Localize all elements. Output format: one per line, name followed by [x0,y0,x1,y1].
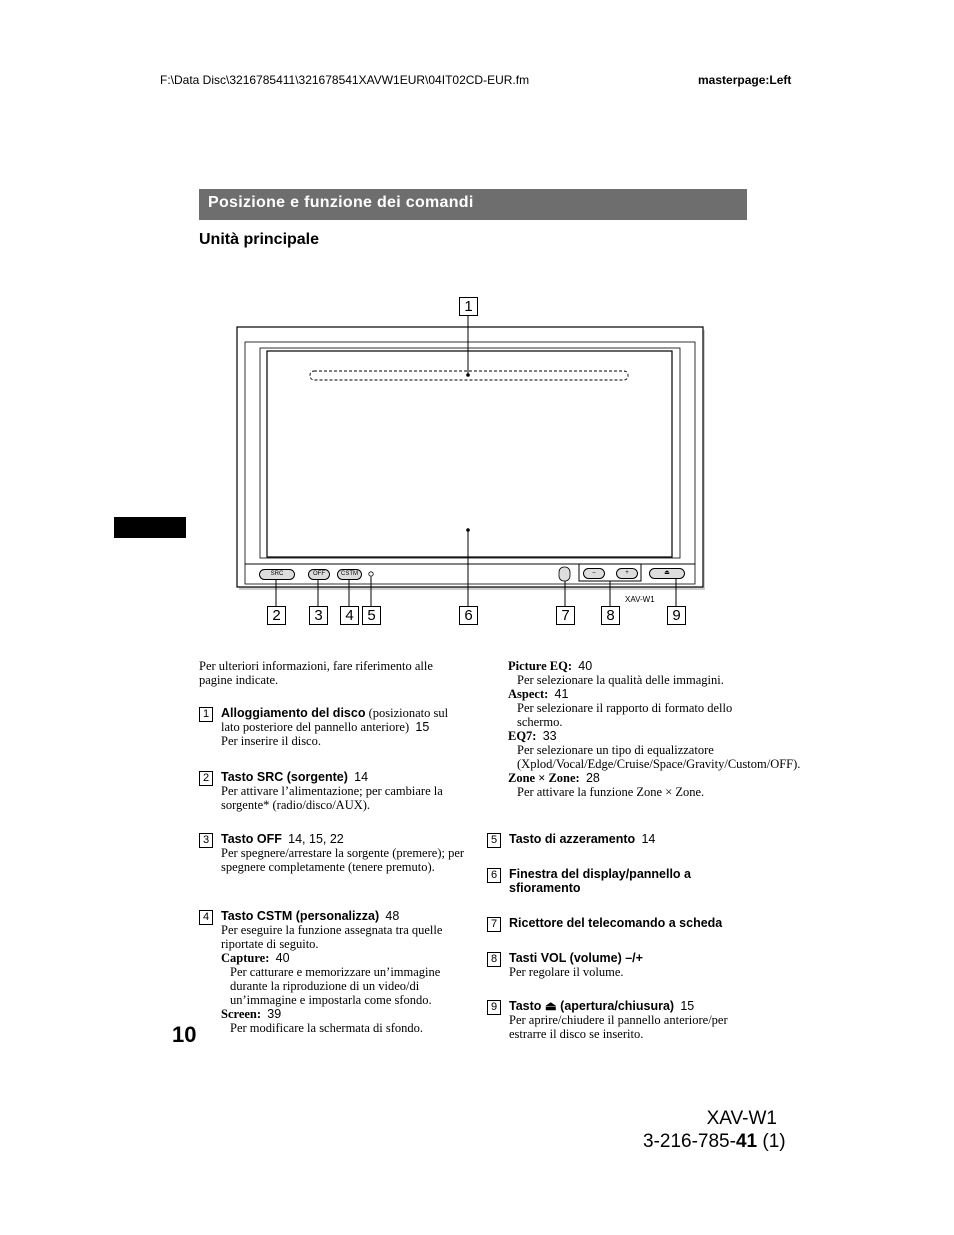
callout-1: 1 [459,297,478,316]
item-number: 2 [199,771,213,786]
item-number: 5 [487,833,501,848]
eject-button[interactable]: ⏏ [649,568,685,579]
subitem-label: Zone × Zone: [508,771,580,785]
subitem-desc: Per selezionare la qualità delle immagini. [517,673,724,687]
item-desc: Per aprire/chiudere il pannello anteriore/per estrarre il disco se inserito. [509,1013,728,1041]
subitem-label: Screen: [221,1007,262,1021]
item-desc: Per eseguire la funzione assegnata tra quelle riportate di seguito. [221,923,443,951]
off-button[interactable]: OFF [308,569,330,580]
diagram-model-label: XAV-W1 [625,595,655,604]
item-desc: Per spegnere/arrestare la sorgente (premere); per spegnere completamente (tenere premuto). [221,846,465,874]
item-number: 3 [199,833,213,848]
subitem-label: Aspect: [508,687,549,701]
subtitle: Unità principale [199,231,320,248]
file-path: F:\Data Disc\3216785411\321678541XAVW1EUR\04IT02CD-EUR.fm [160,73,530,87]
callout-6: 6 [459,606,478,625]
item-4-continued [508,659,801,799]
callout-7: 7 [556,606,575,625]
item-6 [487,867,752,895]
item-number: 6 [487,868,501,883]
item-title: Tasto SRC (sorgente) [221,770,348,784]
src-button[interactable]: SRC [259,569,295,580]
subitem-desc: Per modificare la schermata di sfondo. [230,1021,423,1035]
item-number: 7 [487,917,501,932]
item-1 [199,706,469,748]
callout-5: 5 [362,606,381,625]
item-number: 8 [487,952,501,967]
subitem-capture [221,951,469,1007]
remote-sensor [559,567,570,581]
cstm-button[interactable]: CSTM [337,569,362,580]
subitem-pages: 28 [585,771,600,785]
item-desc: Per attivare l’alimentazione; per cambiare la sorgente* (radio/disco/AUX). [221,784,443,812]
subitem-label: Picture EQ: [508,659,572,673]
subitem-screen [221,1007,469,1035]
subitem-desc: Per selezionare un tipo di equalizzatore (Xplod/Vocal/Edge/Cruise/Space/Gravity/Custom/OFF). [517,743,801,771]
item-desc: Per regolare il volume. [509,965,624,979]
subitem-picture-eq [508,659,750,687]
unit-chassis [237,327,703,587]
item-pages: 15 [680,999,695,1013]
subitem-eq7 [508,729,801,771]
subitem-desc: Per selezionare il rapporto di formato dello schermo. [517,701,733,729]
item-number: 9 [487,1000,501,1015]
unit-diagram [230,290,730,630]
subitem-aspect [508,687,750,729]
item-desc: Per inserire il disco. [221,734,321,748]
subitem-pages: 40 [275,951,290,965]
code-prefix: 3-216-785- [643,1131,736,1152]
code-suffix: (1) [757,1131,786,1152]
footer-model: XAV-W1 [706,1108,777,1129]
subitem-pages: 33 [542,729,557,743]
callout-9: 9 [667,606,686,625]
callout-8: 8 [601,606,620,625]
vol-minus-button[interactable]: – [583,568,605,579]
item-title: Tasto di azzeramento [509,832,636,846]
subitem-desc: Per attivare la funzione Zone × Zone. [517,785,705,799]
item-pages: 14, 15, 22 [288,832,344,846]
item-title: Alloggiamento del disco [221,706,366,720]
item-title: Tasti VOL (volume) –/+ [509,951,643,965]
subitem-desc: Per catturare e memorizzare un’immagine durante la riproduzione di un video/di un’immagine e impostarla come sfondo. [230,965,441,1007]
item-title: Finestra del display/pannello a sfioramento [509,867,691,895]
footer-code [643,1131,786,1153]
item-7 [487,916,752,930]
item-title: Tasto ⏏ (apertura/chiusura) [509,999,675,1013]
code-bold: 41 [735,1131,758,1152]
item-number: 1 [199,707,213,722]
item-4 [199,909,469,1035]
vol-plus-button[interactable]: + [616,568,638,579]
item-pages: 15 [415,720,430,734]
subitem-pages: 39 [267,1007,282,1021]
callout-2: 2 [267,606,286,625]
page-number: 10 [172,1022,197,1047]
item-pages: 48 [385,909,400,923]
language-tab [114,517,186,538]
item-8 [487,951,752,979]
item-3 [199,832,469,874]
subitem-zone [508,771,750,799]
callout-4: 4 [340,606,359,625]
item-pages: 14 [641,832,656,846]
item-number: 4 [199,910,213,925]
subitem-label: Capture: [221,951,270,965]
item-title-note: (posizionato sul lato posteriore del pannello anteriore) [221,706,449,734]
subitem-label: EQ7: [508,729,537,743]
item-5 [487,832,752,846]
subitem-pages: 41 [554,687,569,701]
section-title: Posizione e funzione dei comandi [199,189,747,220]
intro-text: Per ulteriori informazioni, fare riferimento alle pagine indicate. [199,659,433,687]
unit-diagram-svg [230,290,730,630]
item-title: Tasto CSTM (personalizza) [221,909,380,923]
masterpage-label: masterpage:Left [698,73,792,87]
item-9 [487,999,752,1041]
callout-3: 3 [309,606,328,625]
item-2 [199,770,469,812]
item-title: Tasto OFF [221,832,282,846]
item-title: Ricettore del telecomando a scheda [509,916,723,930]
subitem-pages: 40 [578,659,593,673]
item-pages: 14 [354,770,369,784]
